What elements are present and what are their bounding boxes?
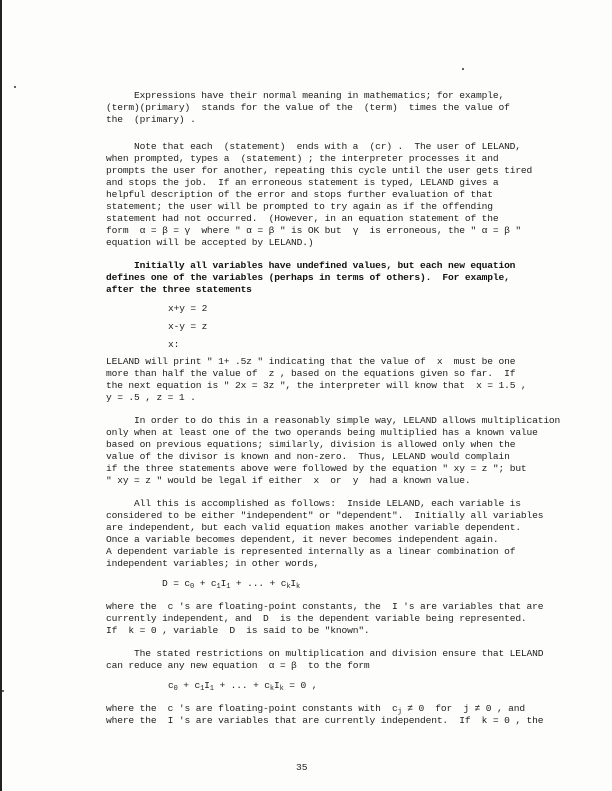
text-line: prompts the user for another, repeating this cycle until the user gets tired: [106, 165, 533, 176]
page-number: 35: [296, 762, 308, 773]
text-line: form α = β = γ where " α = β " is OK but γ is erroneous, the " α = β ": [106, 225, 521, 236]
text-line: (term)(primary) stands for the value of the (term) times the value of: [106, 102, 510, 113]
text-line: Initially all variables have undefined values, but each new equation: [134, 260, 516, 271]
formula-dependent-variable: $D = c_0 + c_1I_1$ + ... + $c_kI_k$: [162, 578, 301, 591]
text-line: defines one of the variables (perhaps in terms of others). For example,: [106, 272, 510, 283]
text-line: based on previous equations; similarly, division is allowed only when the: [106, 439, 516, 450]
text-line: can reduce any new equation α = β to the form: [106, 660, 370, 671]
text-line: currently independent, and D is the dependent variable being represented.: [106, 613, 527, 624]
text-line: independent variables; in other words,: [106, 558, 320, 569]
text-line: more than half the value of z , based on the equations given so far. If: [106, 368, 516, 379]
text-line: The stated restrictions on multiplication and division ensure that LELAND: [134, 648, 544, 659]
text-line: " xy = z " would be legal if either x or y had a known value.: [106, 475, 471, 486]
text-line: only when at least one of the two operands being multiplied has a known value: [106, 427, 538, 438]
text-line: Expressions have their normal meaning in mathematics; for example,: [134, 90, 505, 101]
scan-edge: [0, 0, 2, 791]
statement-line: x-y = z: [168, 321, 208, 332]
text-line: value of the divisor is known and non-zero. Thus, LELAND would complain: [106, 451, 510, 462]
text-line: helpful description of the error and stops further evaluation of that: [106, 189, 493, 200]
text-line: where the I 's are variables that are currently independent. If k = 0 , the: [106, 715, 544, 726]
text-line: if the three statements above were followed by the equation " xy = z "; but: [106, 463, 527, 474]
text-line: In order to do this in a reasonably simple way, LELAND allows multiplication: [134, 415, 561, 426]
text-line: where the c 's are floating-point constants with $c_j \ne 0$ for j ≠ 0 , and: [106, 703, 525, 716]
statement-line: x:: [168, 339, 180, 350]
text-line: y = .5 , z = 1 .: [106, 392, 196, 403]
text-line: A dependent variable is represented internally as a linear combination of: [106, 546, 516, 557]
text-line: Note that each (statement) ends with a (cr) . The user of LELAND,: [134, 141, 521, 152]
text-line: LELAND will print " 1+ .5z " indicating that the value of x must be one: [106, 356, 516, 367]
text-line: when prompted, types a (statement) ; the interpreter processes it and: [106, 153, 499, 164]
text-line: are independent, but each valid equation makes another variable dependent.: [106, 522, 521, 533]
text-line: Once a variable becomes dependent, it never becomes independent again.: [106, 534, 499, 545]
text-line: statement; the user will be prompted to try again as if the offending: [106, 201, 493, 212]
text-line: All this is accomplished as follows: Inside LELAND, each variable is: [134, 498, 521, 509]
text-line: after the three statements: [106, 284, 252, 295]
text-line: If k = 0 , variable D is said to be "known".: [106, 625, 370, 636]
text-line: and stops the job. If an erroneous statement is typed, LELAND gives a: [106, 177, 499, 188]
scan-speck: [2, 690, 4, 692]
scan-speck: [462, 68, 464, 70]
text-line: where the c 's are floating-point constants, the I 's are variables that are: [106, 601, 544, 612]
formula-reduced-equation: $c_0 + c_1I_1$ + ... + $c_kI_k = 0$ ,: [168, 680, 318, 693]
text-line: equation will be accepted by LELAND.): [106, 237, 314, 248]
statement-line: x+y = 2: [168, 303, 208, 314]
text-line: the next equation is " 2x = 3z ", the interpreter will know that x = 1.5 ,: [106, 380, 527, 391]
text-line: statement had not occurred. (However, in an equation statement of the: [106, 213, 499, 224]
text-line: considered to be either "independent" or "dependent". Initially all variables: [106, 510, 544, 521]
text-line: the (primary) .: [106, 114, 196, 125]
scan-speck: [14, 86, 16, 88]
